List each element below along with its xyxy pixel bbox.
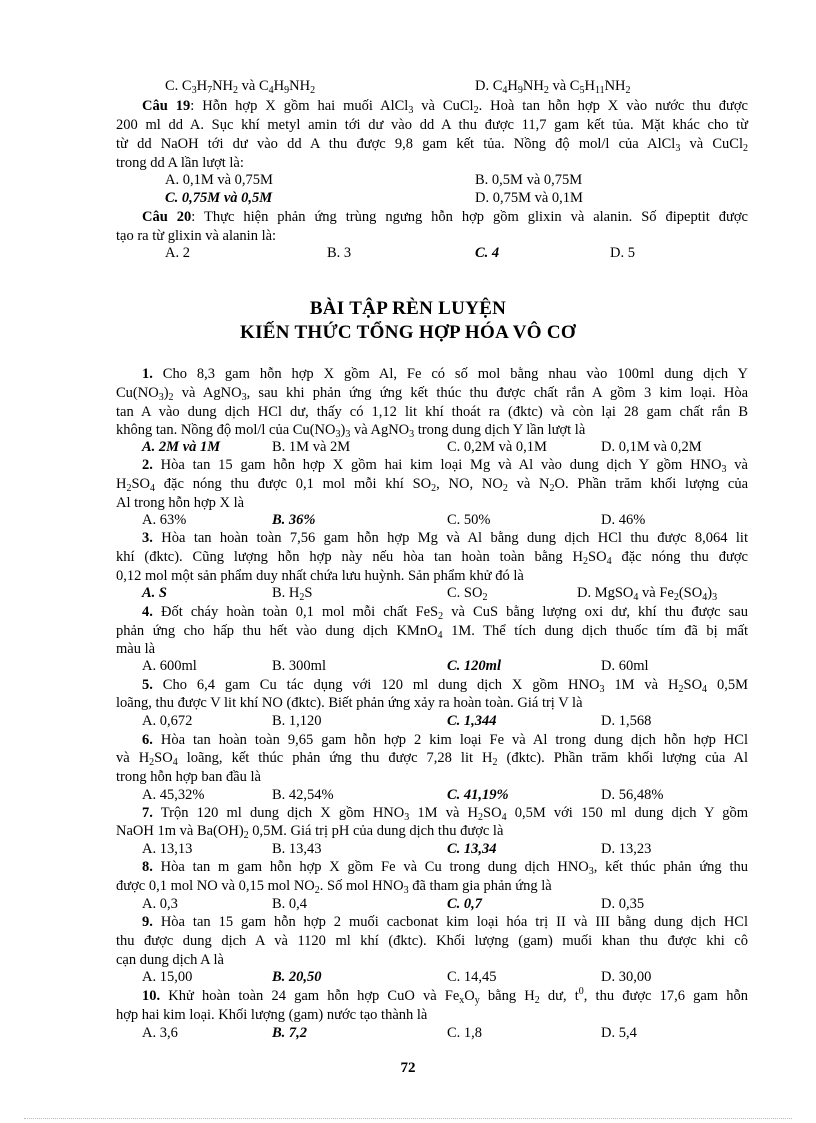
q10-option-b: B. 7,2	[272, 1025, 308, 1041]
q3-option-a: A. S	[142, 585, 167, 601]
q6-option-a: A. 45,32%	[142, 787, 205, 803]
q5-option-b: B. 1,120	[272, 713, 322, 729]
q6-line-2: và $H_2SO_4$ loãng, kết thúc phản ứng thu được 7,28 lit $H_2$ (đktc). Phần trăm khối lượng của Al	[116, 750, 748, 768]
q18-option-c	[165, 77, 315, 95]
q8-option-d: D. 0,35	[601, 896, 645, 912]
q2-option-c: C. 50%	[447, 512, 491, 528]
q19-option-d: D. 0,75M và 0,1M	[475, 190, 583, 206]
q19-label: Câu 19	[142, 98, 191, 114]
section-title-line-1: BÀI TẬP RÈN LUYỆN	[309, 298, 507, 319]
q19-option-c: C. 0,75M và 0,5M	[165, 190, 273, 206]
q4-option-d: D. 60ml	[601, 658, 649, 674]
q6-line-1-text: Hòa tan hoàn toàn 9,65 gam hỗn hợp 2 kim loại Fe và Al trong dung dịch hỗn hợp HCl	[152, 732, 748, 748]
q2-line-1: 2. Hòa tan 15 gam hỗn hợp X gồm hai kim loại Mg và Al vào dung dịch Y gồm $HNO_3$ và	[142, 457, 748, 475]
q5-line-1: 5. Cho 6,4 gam Cu tác dụng với 120 ml dung dịch X gồm $HNO_3$ 1M và $H_2SO_4$ 0,5M	[142, 677, 748, 695]
q9-line-1	[142, 913, 748, 931]
q20-option-d: D. 5	[610, 245, 635, 261]
q9-option-c: C. 14,45	[447, 969, 497, 985]
q19-line-2: 200 ml dd A. Sục khí metyl amin tới dư vào dd A thu được 11,7 gam kết tủa. Mặt khác cho từ	[116, 117, 748, 133]
q19-line-3: từ dd NaOH tới dư vào dd A thu được 9,8 gam kết tủa. Nồng độ mol/l của AlCl$_3$ và CuCl$_2$	[116, 136, 748, 154]
q10-line-2: hợp hai kim loại. Khối lượng (gam) nước tạo thành là	[116, 1007, 428, 1023]
q4-number: 4.	[142, 604, 153, 620]
q1-option-d: D. 0,1M và 0,2M	[601, 439, 702, 455]
q10-option-a: A. 3,6	[142, 1025, 178, 1041]
q10-number: 10.	[142, 988, 161, 1004]
q9-number: 9.	[142, 914, 153, 930]
q6-number: 6.	[142, 732, 153, 748]
q1-number: 1.	[142, 366, 153, 382]
q9-line-3: cạn dung dịch A là	[116, 952, 224, 968]
q20-option-c: C. 4	[475, 245, 500, 261]
q20-line-2: tạo ra từ glixin và alanin là:	[116, 228, 277, 244]
q1-line-1	[142, 365, 748, 383]
q19-line-1: Câu 19: Hỗn hợp X gồm hai muối AlCl$_3$ và CuCl$_2$. Hoà tan hỗn hợp X vào nước thu được	[142, 98, 748, 116]
q9-option-a: A. 15,00	[142, 969, 193, 985]
q8-line-2: được 0,1 mol NO và 0,15 mol $NO_2$. Số mol $HNO_3$ đã tham gia phản ứng là	[116, 878, 552, 896]
q6-line-3: trong hỗn hợp ban đầu là	[116, 769, 261, 785]
q1-option-c: C. 0,2M và 0,1M	[447, 439, 547, 455]
q8-option-a: A. 0,3	[142, 896, 178, 912]
q4-line-1: 4. Đốt cháy hoàn toàn 0,1 mol mỗi chất FeS$_2$ và CuS bằng lượng oxi dư, khí thu được sau	[142, 604, 748, 622]
q2-number: 2.	[142, 457, 153, 473]
q3-line-1-text: Hòa tan hoàn toàn 7,56 gam hỗn hợp Mg và Al bằng dung dịch HCl thu được 8,064 lit	[152, 530, 748, 546]
q20-label: Câu 20	[142, 209, 192, 225]
section-title-line-2: KIẾN THỨC TỔNG HỢP HÓA VÔ CƠ	[239, 322, 577, 343]
q6-option-c: C. 41,19%	[447, 787, 509, 803]
q8-option-b: B. 0,4	[272, 896, 308, 912]
q4-line-2: phản ứng cho hấp thu hết vào dung dịch KMnO$_4$ 1M. Thể tích dung dịch thuốc tím đã bị mất	[116, 623, 748, 641]
q3-line-1	[142, 529, 748, 547]
q7-number: 7.	[142, 805, 153, 821]
q20-option-b: B. 3	[327, 245, 352, 261]
q7-option-b: B. 13,43	[272, 841, 322, 857]
q19-option-a: A. 0,1M và 0,75M	[165, 172, 273, 188]
q9-line-1-text: Hòa tan 15 gam hỗn hợp 2 muối cacbonat kim loại hóa trị II và III bằng dung dịch HCl	[152, 914, 748, 930]
page-number: 72	[400, 1060, 416, 1076]
q2-line-3: Al trong hỗn hợp X là	[116, 495, 245, 511]
q6-option-d: D. 56,48%	[601, 787, 664, 803]
q2-line-2: $H_2SO_4$ đặc nóng thu được 0,1 mol mỗi khí $SO_2$, NO, $NO_2$ và $N_2O$. Phần trăm khối lượng của	[116, 476, 749, 494]
q4-option-b: B. 300ml	[272, 658, 326, 674]
q7-option-c: C. 13,34	[447, 841, 497, 857]
q3-option-d: D. MgSO$_4$ và $Fe_2(SO_4)_3$	[577, 585, 718, 603]
q8-line-1: 8. Hòa tan m gam hỗn hợp X gồm Fe và Cu trong dung dịch $HNO_3$, kết thúc phản ứng thu	[142, 859, 748, 877]
q3-line-3: 0,12 mol một sản phẩm duy nhất chứa lưu huỳnh. Sản phẩm khử đó là	[116, 568, 524, 584]
q3-option-c: C. $SO_2$	[447, 585, 488, 603]
q19-line-4: trong dd A lần lượt là:	[116, 155, 244, 171]
q4-option-a: A. 600ml	[142, 658, 197, 674]
q9-line-2: thu được dung dịch A và 1120 ml khí (đktc). Khối lượng (gam) muối khan thu được khi cô	[116, 933, 748, 949]
q18-option-d	[475, 77, 631, 95]
q18-option-d-text: D. $C_4H_9NH_2$ và $C_5H_{11}NH_2$	[475, 78, 631, 96]
q7-line-1: 7. Trộn 120 ml dung dịch X gồm $HNO_3$ 1M và $H_2SO_4$ 0,5M với 150 ml dung dịch Y gồm	[142, 805, 748, 823]
q9-option-d: D. 30,00	[601, 969, 652, 985]
q8-number: 8.	[142, 859, 153, 875]
q7-option-d: D. 13,23	[601, 841, 652, 857]
q10-line-1: 10. Khử hoàn toàn 24 gam hỗn hợp CuO và $Fe_xO_y$ bằng $H_2$ dư, $t^0$, thu được 17,6 gam hỗn	[142, 986, 748, 1006]
q3-option-b: B. $H_2S$	[272, 585, 313, 603]
q2-option-a: A. 63%	[142, 512, 187, 528]
q1-line-4: không tan. Nồng độ mol/l của $Cu(NO_3)_3$ và AgNO$_3$ trong dung dịch Y lần lượt là	[116, 422, 586, 440]
q10-option-d: D. 5,4	[601, 1025, 637, 1041]
q3-line-2: khí (đktc). Cũng lượng hỗn hợp này nếu hòa tan hoàn toàn bằng $H_2SO_4$ đặc nóng thu được	[116, 549, 748, 567]
q19-option-b: B. 0,5M và 0,75M	[475, 172, 583, 188]
q1-option-b: B. 1M và 2M	[272, 439, 351, 455]
q1-line-1-text: Cho 8,3 gam hỗn hợp X gồm Al, Fe có số mol bằng nhau vào 100ml dung dịch Y	[152, 366, 748, 382]
q8-option-c: C. 0,7	[447, 896, 483, 912]
page-bottom-divider	[24, 1118, 792, 1119]
q5-line-2: loãng, thu được V lit khí NO (đktc). Biết phản ứng xảy ra hoàn toàn. Giá trị V là	[116, 695, 583, 711]
q3-number: 3.	[142, 530, 153, 546]
q1-line-3: tan A vào dung dịch HCl dư, thấy có 1,12 lit khí thoát ra (đktc) và còn lại 28 gam chất rắn B	[116, 404, 748, 420]
q20-line-1-text: : Thực hiện phản ứng trùng ngưng hỗn hợp gồm glixin và alanin. Số đipeptit được	[191, 209, 748, 225]
q5-option-c: C. 1,344	[447, 713, 497, 729]
q5-option-d: D. 1,568	[601, 713, 652, 729]
q5-number: 5.	[142, 677, 153, 693]
q18-option-c-text: C. $C_3H_7NH_2$ và $C_4H_9NH_2$	[165, 78, 316, 96]
q1-option-a: A. 2M và 1M	[142, 439, 221, 455]
q20-line-1	[142, 208, 748, 226]
q2-option-b: B. 36%	[272, 512, 316, 528]
q6-option-b: B. 42,54%	[272, 787, 334, 803]
q7-line-2: NaOH 1m và $Ba(OH)_2$ 0,5M. Giá trị pH của dung dịch thu được là	[116, 823, 504, 841]
q9-option-b: B. 20,50	[272, 969, 322, 985]
q4-line-3: màu là	[116, 641, 156, 657]
q7-option-a: A. 13,13	[142, 841, 193, 857]
q10-option-c: C. 1,8	[447, 1025, 483, 1041]
q2-option-d: D. 46%	[601, 512, 646, 528]
q4-option-c: C. 120ml	[447, 658, 501, 674]
q5-option-a: A. 0,672	[142, 713, 193, 729]
q6-line-1	[142, 731, 748, 749]
q1-line-2: $Cu(NO_3)_2$ và AgNO$_3$, sau khi phản ứng ứng kết thúc thu được chất rắn A gồm 3 kim loại. Hòa	[116, 385, 749, 403]
q20-option-a: A. 2	[165, 245, 190, 261]
